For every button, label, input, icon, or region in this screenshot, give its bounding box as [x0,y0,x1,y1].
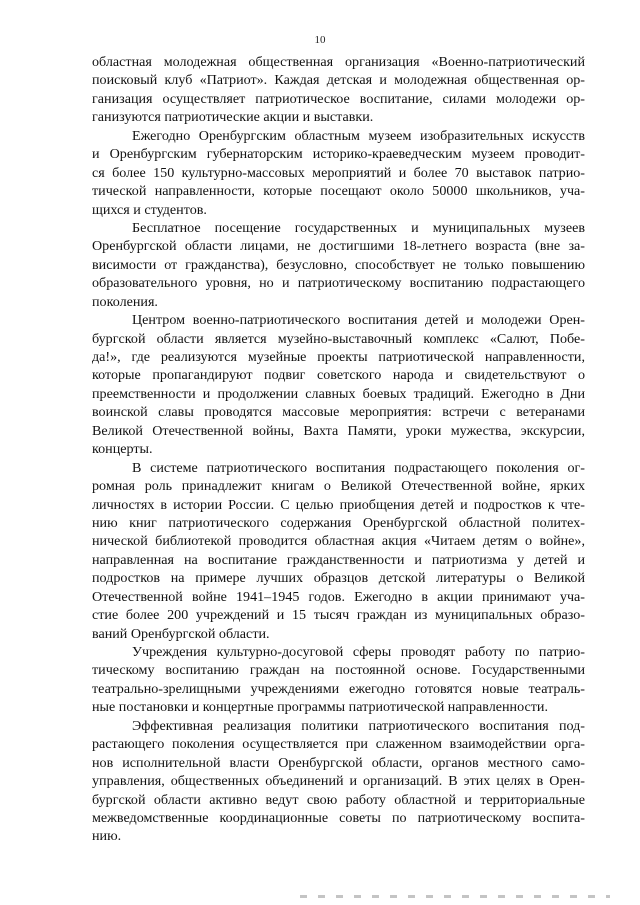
paragraph [92,717,585,846]
text-line: ся более 150 культурно-массовых мероприятий и более 70 выставок патрио- [92,164,585,181]
paragraph [92,53,585,127]
text-line: воинской славы проводятся массовые мероприятия: встречи с ветеранами [92,404,585,421]
text-line: ромная роль принадлежит книгам о Великой Отечественной войне, ярких [92,478,585,495]
paragraph [92,219,585,311]
text-line: бургской области является музейно-выставочный комплекс «Салют, Побе- [92,330,585,347]
text-line: Оренбургской области лицами, не достигшими 18-летнего возраста (вне за- [92,238,585,255]
scan-artifact [300,895,610,898]
text-line: образовательного уровня, но и патриотическому воспитанию подрастающего [92,275,585,292]
text-line: Великой Отечественной войны, Вахта Памяти, уроки мужества, экскурсии, [92,422,585,439]
text-line: поисковый клуб «Патриот». Каждая детская и молодежная общественная ор- [92,72,585,89]
text-line: и Оренбургским губернаторским историко-краеведческим музеем проводит- [92,146,585,163]
text-line: межведомственные координационные советы по патриотическому воспита- [92,809,585,826]
text-line: нию книг патриотического содержания Оренбургской областной политех- [92,514,585,531]
text-line: концерты. [92,441,153,458]
page-number: 10 [314,34,326,46]
text-line: поколения. [92,293,158,310]
text-line: тической направленности, которые посещают около 50000 школьников, уча- [92,183,585,200]
text-line: нов исполнительной власти Оренбургской области, органов местного само- [92,754,585,771]
text-line: ваний Оренбургской области. [92,625,270,642]
text-line: бургской области активно ведут свою работу областной и территориальные [92,791,585,808]
text-line: управления, общественных объединений и организаций. В этих целях в Орен- [92,773,585,790]
text-line: Эффективная реализация политики патриотического воспитания под- [132,717,585,734]
text-line: тическому воспитанию граждан на постоянной основе. Государственными [92,662,585,679]
document-body [92,53,585,846]
text-line: Учреждения культурно-досуговой сферы проводят работу по патрио- [132,644,585,660]
text-line: ганизация осуществляет патриотическое воспитание, силами молодежи ор- [92,90,585,107]
text-line: нию. [92,828,122,845]
text-line: театрально-зрелищными учреждениями ежегодно готовятся новые театраль- [92,680,585,697]
text-line: висимости от гражданства), безусловно, способствует не только повышению [92,256,585,273]
paragraph [92,459,585,643]
text-line: В системе патриотического воспитания подрастающего поколения ог- [132,459,585,476]
text-line: Отечественной войне 1941–1945 годов. Ежегодно в акции принимают уча- [92,588,585,605]
text-line: да!», где реализуются музейные проекты патриотической направленности, [92,349,585,365]
text-line: щихся и студентов. [92,201,207,218]
text-line: направленная на воспитание гражданственности и патриотизма у детей и [92,551,585,568]
text-line: ганизуются патриотические акции и выставки. [92,109,374,126]
text-line: стие более 200 учреждений и 15 тысяч граждан из муниципальных образо- [92,607,585,624]
text-line: ные постановки и концертные программы патриотической направленности. [92,699,548,716]
paragraph [92,311,585,459]
text-line: Центром военно-патриотического воспитания детей и молодежи Орен- [132,312,585,329]
text-line: растающего поколения осуществляется при слаженном взаимодействии орга- [92,736,585,753]
text-line: областная молодежная общественная организация «Военно-патриотический [92,54,585,70]
text-line: нической библиотекой проводится областная акция «Читаем детям о войне», [92,533,585,550]
text-line: Ежегодно Оренбургским областным музеем изобразительных искусств [132,127,585,144]
paragraph [92,643,585,717]
text-line: преемственности и продолжении славных боевых традиций. Ежегодно в Дни [92,385,585,402]
text-line: которые пропагандируют подвиг советского народа и свидетельствуют о [92,367,585,384]
text-line: подростков на примере лучших образцов детской литературы о Великой [92,570,585,587]
text-line: личностях в истории России. С целью приобщения детей и подростков к чте- [92,496,585,513]
paragraph [92,127,585,219]
text-line: Бесплатное посещение государственных и муниципальных музеев [132,219,585,236]
